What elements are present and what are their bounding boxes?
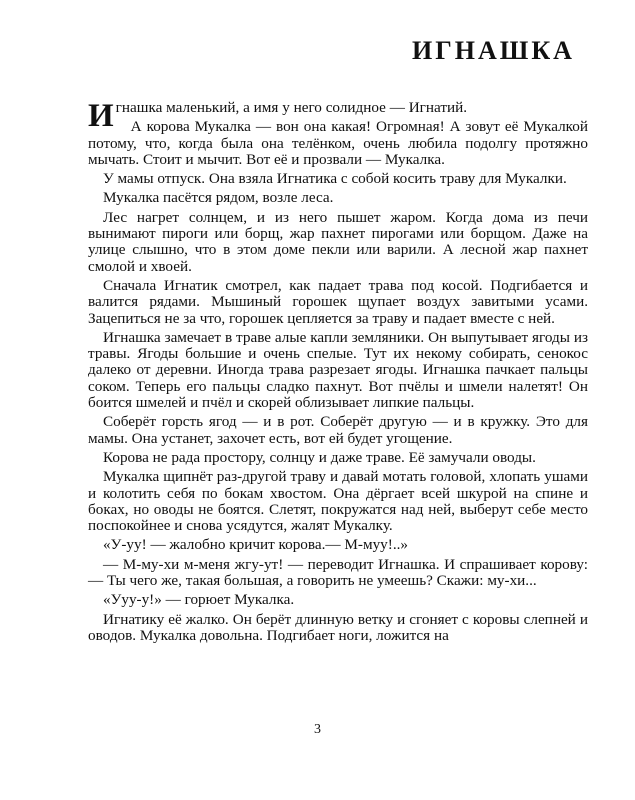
paragraph: Мукалка пасётся рядом, возле леса.: [103, 189, 334, 207]
paragraph: Лес нагрет солнцем, и из него пышет жаром. Когда дома из печи вынимают пироги или борщ, жар пахнет пирогами или борщом. Даже на улице слышно, что в этом доме пекли или варили. А лесной жар пахнет смолой и хвоей.: [88, 208, 588, 275]
paragraph: Сначала Игнатик смотрел, как падает трава под косой. Подгибается и валится рядами. Мышиный горошек щупает воздух завитыми усами. Зацепиться не за что, горошек цепляется за траву и падает вместе с ней.: [88, 276, 588, 327]
chapter-title: ИГНАШКА: [412, 36, 575, 65]
body-text: [88, 100, 588, 647]
page-number: 3: [314, 722, 321, 737]
drop-cap: И: [88, 98, 114, 134]
paragraph: — М-му-хи м-меня жгу-ут! — переводит Игнашка. И спрашивает корову: — Ты чего же, такая большая, а говорить не умеешь? Скажи: му-хи...: [88, 555, 588, 590]
paragraph: Мукалка щипнёт раз-другой траву и давай мотать головой, хлопать ушами и колотить себя по бокам хвостом. Она дёргает всей шкурой на спине и боках, но оводы не боятся. Слетят, покружатся над ней, выберут себе место поспокойнее и снова усядутся, жалят Мукалку.: [88, 468, 588, 535]
paragraph: У мамы отпуск. Она взяла Игнатика с собой косить траву для Мукалки.: [103, 170, 567, 188]
paragraph-1-text: гнашка маленький, а имя у него солидное — Игнатий.: [115, 99, 468, 116]
paragraph: Игнашка замечает в траве алые капли земляники. Он выпутывает ягоды из травы. Ягоды большие и очень спелые. Тут их некому собирать, сенокос далеко от деревни. Иногда трава разрезает ягоды. Игнашка пачкает пальцы соком. Теперь его пальцы сладко пахнут. Вот пчёлы и шмели налетят! Он боится шмелей и пчёл и скорей облизывает липкие пальцы.: [88, 328, 588, 412]
paragraph-1: [88, 98, 588, 134]
paragraph: «Ууу-у!» — горюет Мукалка.: [103, 591, 295, 609]
paragraph: Игнатику её жалко. Он берёт длинную ветку и сгоняет с коровы слепней и оводов. Мукалка довольна. Подгибает ноги, ложится на: [88, 610, 588, 644]
paragraph: Корова не рада простору, солнцу и даже траве. Её замучали оводы.: [103, 448, 536, 466]
paragraph: А корова Мукалка — вон она какая! Огромная! А зовут её Мукалкой потому, что, когда была она телёнком, очень любила подолгу протяжно мычать. Стоит и мычит. Вот её и прозвали — Мукалка.: [88, 118, 588, 168]
paragraph: Соберёт горсть ягод — и в рот. Соберёт другую — и в кружку. Это для мамы. Она устанет, захочет есть, вот ей будет угощение.: [88, 413, 588, 447]
paragraph: «У-уу! — жалобно кричит корова.— М-муу!..»: [103, 536, 409, 554]
